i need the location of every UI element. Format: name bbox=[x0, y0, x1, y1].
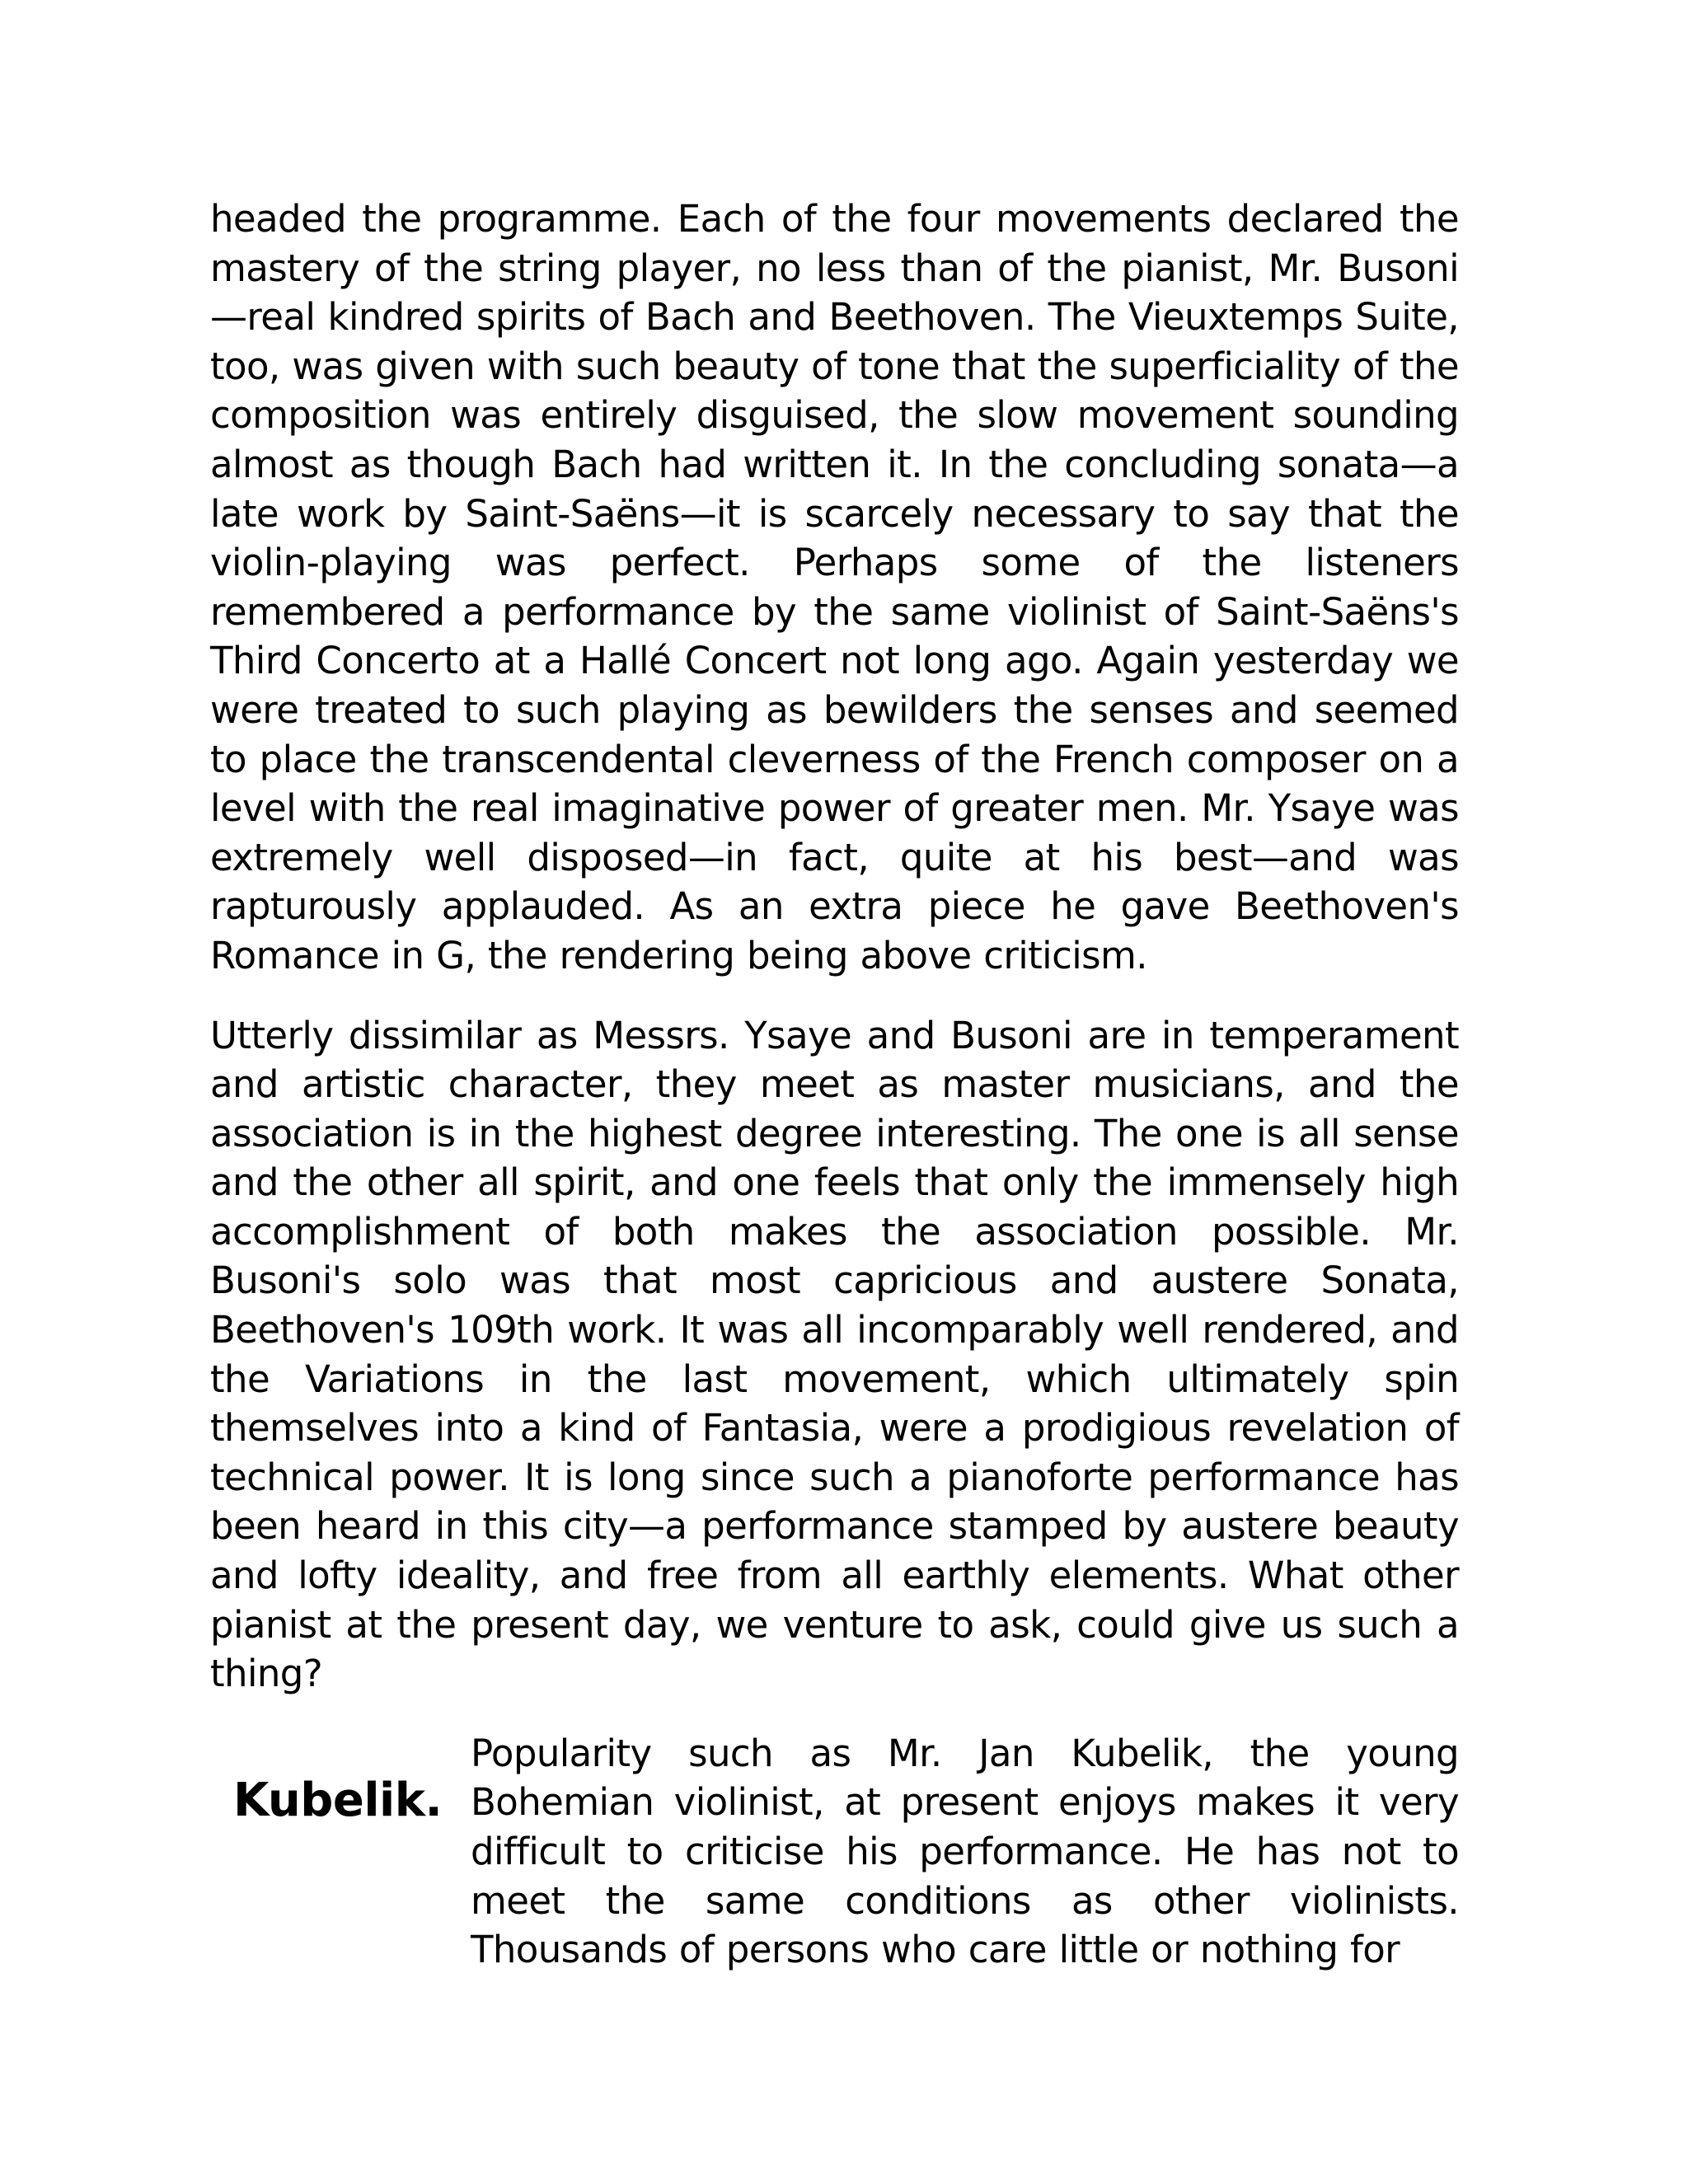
sidenote-heading: Kubelik. bbox=[233, 1773, 443, 1827]
paragraph-ysaye-busoni: Utterly dissimilar as Messrs. Ysaye and Busoni are in temperament and artistic character, they meet as master musicians, and the association is in the highest degree interesting. The one is all sense and the other all spirit, and one feels that only the immensely high accomplishment of both makes the association possible. Mr. Busoni's solo was that most capricious and austere Sonata, Beethoven's 109th work. It was all incomparably well rendered, and the Variations in the last movement, which ultimately spin themselves into a kind of Fantasia, were a prodigious revelation of technical power. It is long since such a pianoforte performance has been heard in this city—a performance stamped by austere beauty and lofty ideality, and free from all earthly elements. What other pianist at the present day, we venture to ask, could give us such a thing? bbox=[210, 1013, 1459, 1696]
page-content bbox=[210, 194, 1459, 1975]
paragraph-kubelik: Popularity such as Mr. Jan Kubelik, the young Bohemian violinist, at present enjoys makes it very difficult to criticise his performance. He has not to meet the same conditions as other violinists. Thousands of persons who care little or nothing for bbox=[471, 1731, 1459, 1972]
kubelik-section bbox=[210, 1729, 1459, 1975]
paragraph-concert-review: headed the programme. Each of the four movements declared the mastery of the string player, no less than of the pianist, Mr. Busoni—real kindred spirits of Bach and Beethoven. The Vieuxtemps Suite, too, was given with such beauty of tone that the superficiality of the composition was entirely disguised, the slow movement sounding almost as though Bach had written it. In the concluding sonata—a late work by Saint-Saëns—it is scarcely necessary to say that the violin-playing was perfect. Perhaps some of the listeners remembered a performance by the same violinist of Saint-Saëns's Third Concerto at a Hallé Concert not long ago. Again yesterday we were treated to such playing as bewilders the senses and seemed to place the transcendental cleverness of the French composer on a level with the real imaginative power of greater men. Mr. Ysaye was extremely well disposed—in fact, quite at his best—and was rapturously applauded. As an extra piece he gave Beethoven's Romance in G, the rendering being above criticism. bbox=[210, 197, 1459, 977]
